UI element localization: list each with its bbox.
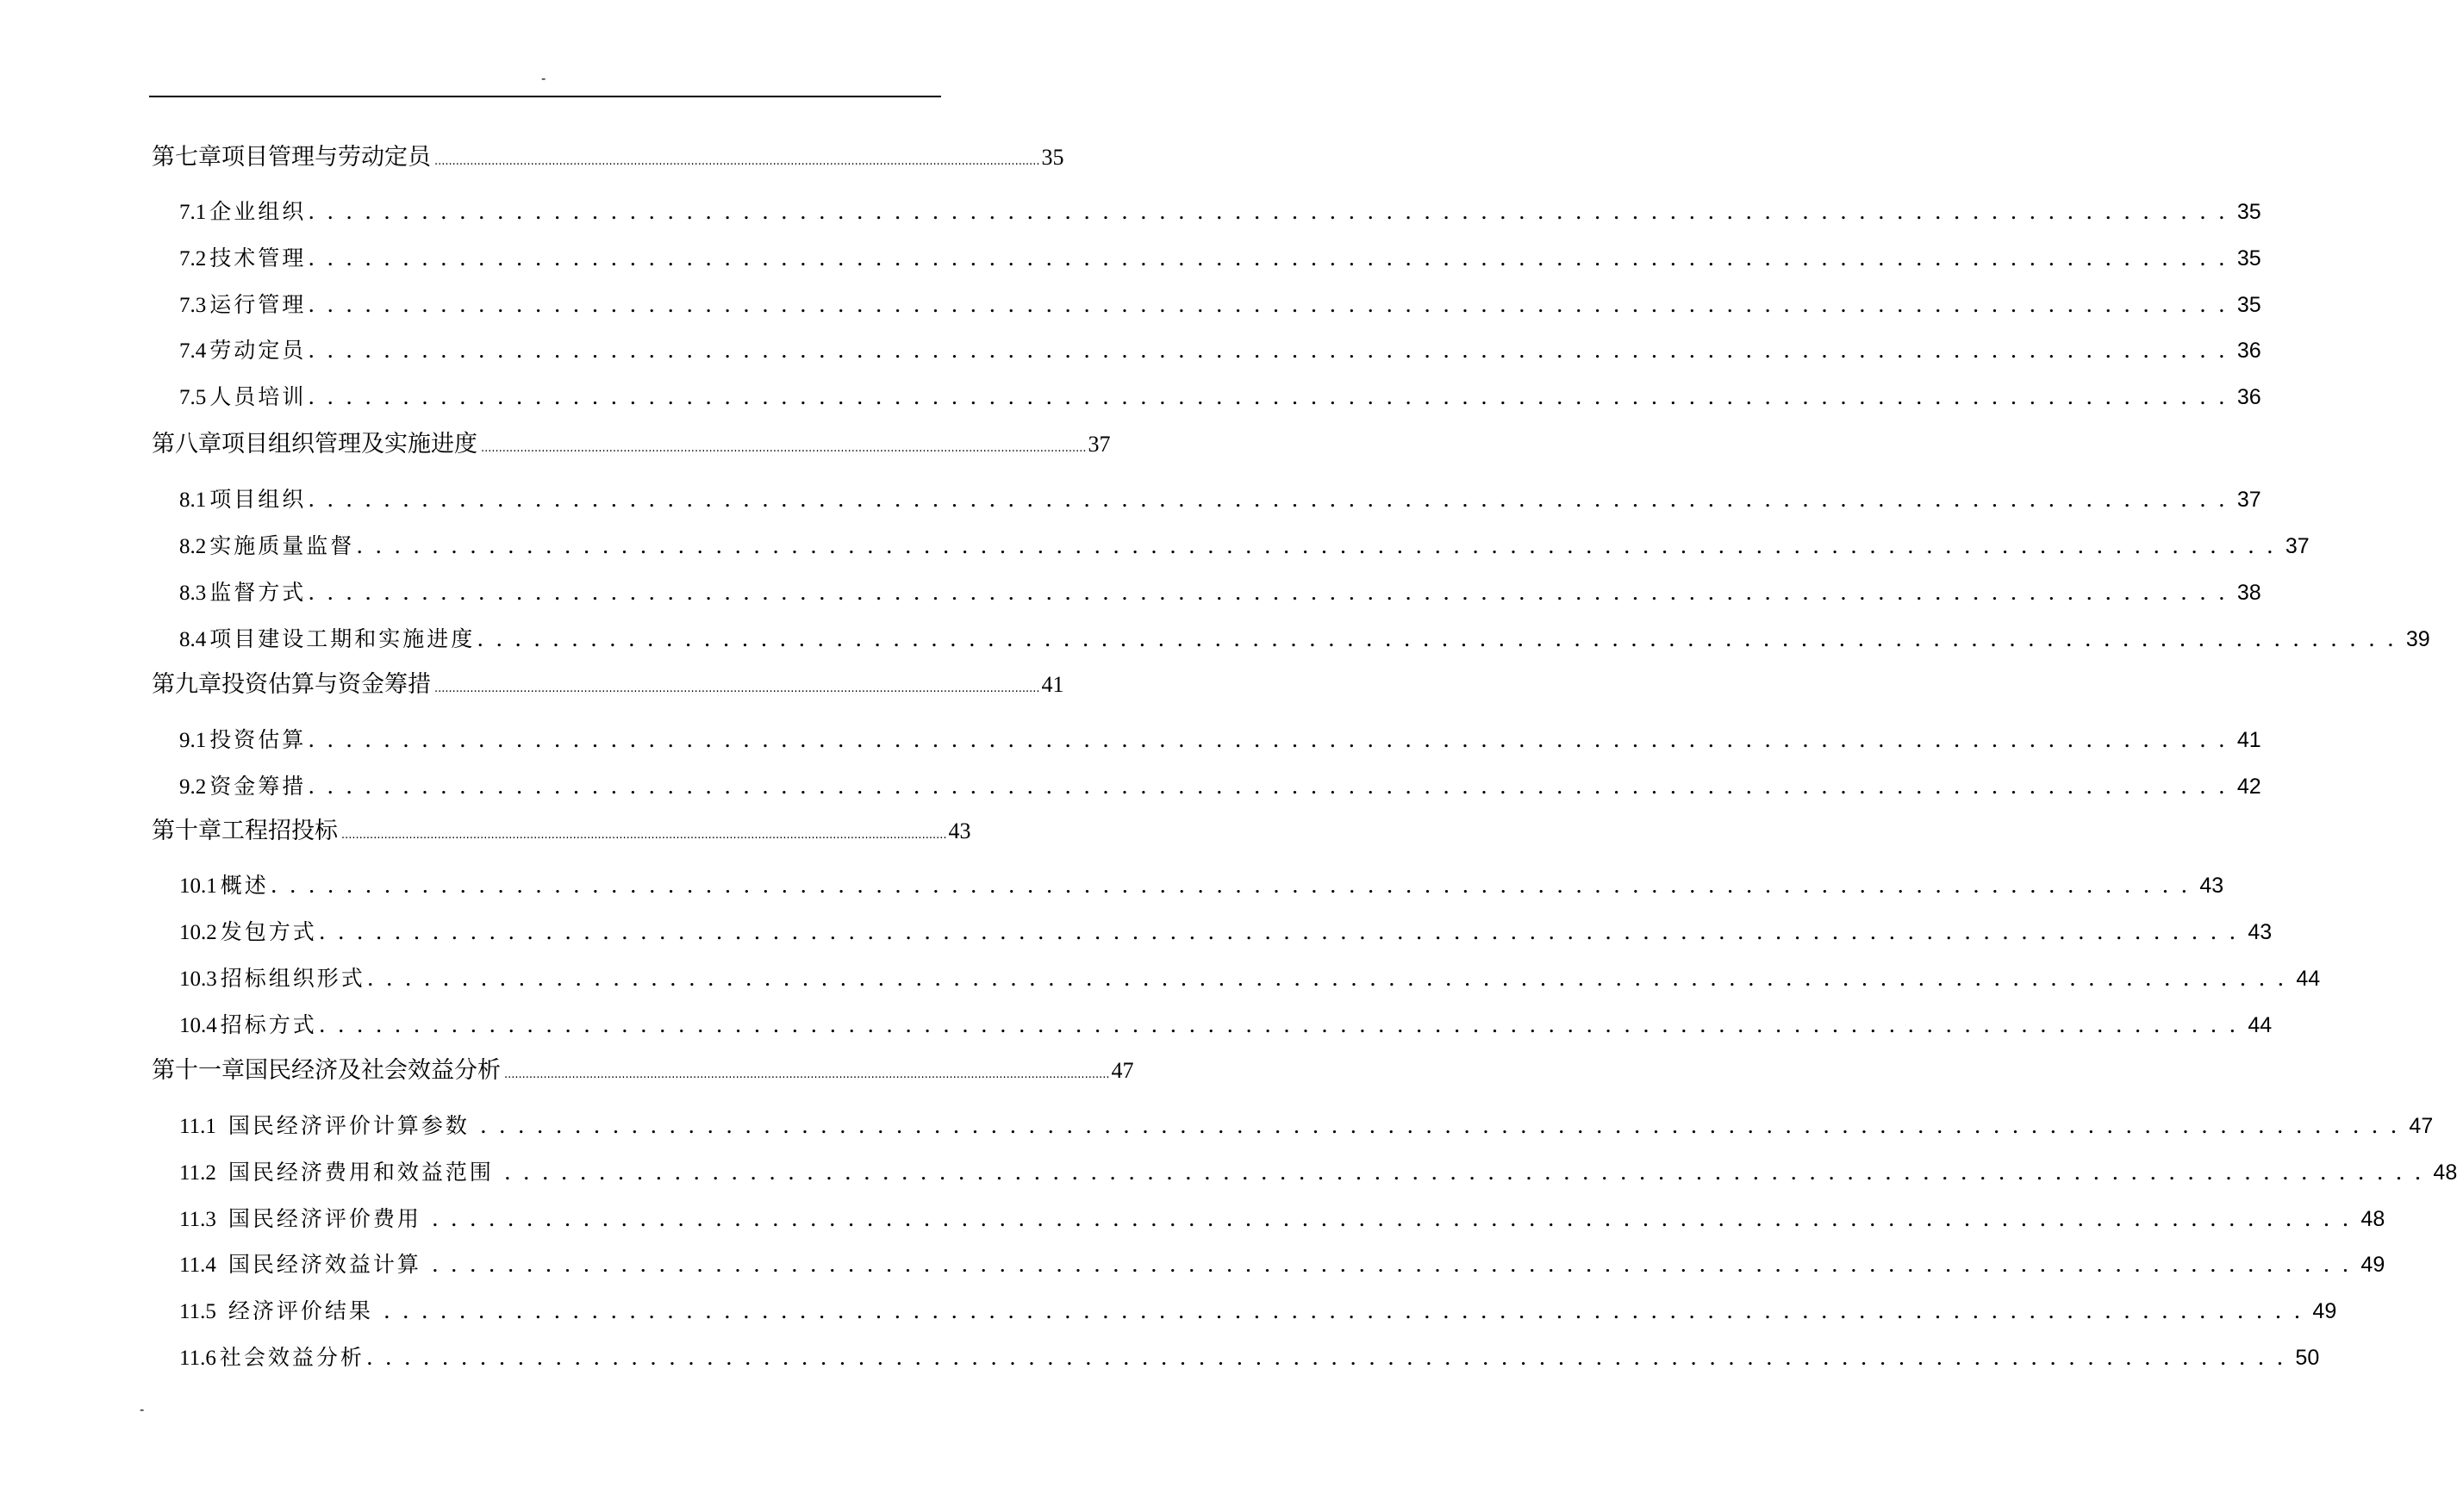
toc-chapter-number: 第七章 <box>152 144 221 171</box>
toc-chapter-title: 国民经济及社会效益分析 <box>245 1057 501 1084</box>
toc-section-entry[interactable] <box>179 723 2261 754</box>
toc-section-number: 10.1 <box>179 874 217 898</box>
toc-section-entry[interactable] <box>179 529 2310 560</box>
toc-dot-leader: ...................................................................................................... <box>308 292 2237 317</box>
toc-section-number: 11.6 <box>179 1347 216 1370</box>
toc-section-number: 11.1 <box>179 1115 216 1138</box>
toc-dot-leader: .......................................................................................................................................................................... <box>434 682 1040 695</box>
toc-chapter-number: 第十一章 <box>152 1057 245 1084</box>
toc-page-number: 35 <box>2236 293 2261 317</box>
toc-dot-leader: ...................................................................................................... <box>318 1012 2248 1037</box>
toc-page-number: 37 <box>2236 488 2261 512</box>
toc-section-entry[interactable] <box>179 576 2261 607</box>
toc-section-entry[interactable] <box>179 1109 2434 1140</box>
toc-chapter-number: 第十章 <box>152 818 221 844</box>
header-rule <box>149 96 941 97</box>
toc-section-title: 招标组织形式 <box>220 966 365 991</box>
toc-section-number: 11.4 <box>179 1254 216 1277</box>
toc-dot-leader: ...................................................................................................... <box>308 199 2237 224</box>
toc-chapter-entry[interactable] <box>152 665 1064 699</box>
toc-chapter-number: 第九章 <box>152 671 221 698</box>
toc-section-title: 企业组织 <box>209 199 307 224</box>
toc-dot-leader: ...................................................................................................... <box>356 533 2286 558</box>
toc-section-entry[interactable] <box>179 622 2430 653</box>
toc-section-title: 运行管理 <box>209 292 307 317</box>
toc-section-number: 8.3 <box>179 582 207 605</box>
toc-dot-leader: ...................................................................................................... <box>308 774 2237 799</box>
toc-page-number: 42 <box>2236 775 2261 799</box>
toc-page-number: 49 <box>2360 1253 2385 1277</box>
toc-page-number: 38 <box>2236 581 2261 605</box>
toc-section-number: 7.5 <box>179 386 207 409</box>
toc-section-number: 10.3 <box>179 968 217 991</box>
toc-section-number: 11.3 <box>179 1208 216 1231</box>
toc-section-entry[interactable] <box>179 915 2273 946</box>
toc-section-entry[interactable] <box>179 769 2261 800</box>
toc-page-number: 44 <box>2248 1013 2273 1037</box>
toc-chapter-title: 项目管理与劳动定员 <box>221 144 431 171</box>
toc-page-number: 43 <box>2199 874 2224 898</box>
toc-page-number: 41 <box>2236 728 2261 752</box>
toc-dot-leader: ...................................................................................................... <box>308 727 2237 752</box>
toc-section-title: 招标方式 <box>220 1012 317 1037</box>
toc-section-number: 10.4 <box>179 1014 217 1037</box>
toc-section-title: 技术管理 <box>209 246 307 271</box>
toc-section-number: 8.4 <box>179 628 207 651</box>
toc-section-entry[interactable] <box>179 333 2261 364</box>
toc-section-number: 8.2 <box>179 535 207 558</box>
toc-section-number: 11.5 <box>179 1300 216 1323</box>
toc-dot-leader: ...................................................................................................... <box>431 1252 2361 1277</box>
toc-section-title: 国民经济费用和效益范围 <box>228 1160 494 1185</box>
toc-section-entry[interactable] <box>179 1008 2273 1039</box>
toc-dot-leader: ...................................................................................................... <box>477 626 2406 651</box>
toc-section-title: 资金筹措 <box>209 774 307 799</box>
toc-section-number: 9.1 <box>179 729 207 752</box>
toc-section-title: 国民经济评价计算参数 <box>228 1113 470 1138</box>
toc-dot-leader: ...................................................................................................... <box>308 384 2237 409</box>
toc-page-number: 35 <box>1041 145 1064 170</box>
toc-page-number: 35 <box>2236 200 2261 224</box>
toc-page-number: 37 <box>1088 432 1111 457</box>
toc-page-number: 49 <box>2312 1299 2337 1323</box>
toc-chapter-title: 项目组织管理及实施进度 <box>221 431 477 457</box>
toc-section-entry[interactable] <box>179 1202 2385 1233</box>
toc-section-entry[interactable] <box>179 1155 2457 1186</box>
toc-dot-leader: ...................................................................................................... <box>503 1160 2434 1185</box>
toc-section-title: 实施质量监督 <box>209 533 355 558</box>
toc-dot-leader: .......................................................................................................................................................................... <box>504 1068 1110 1081</box>
toc-section-title: 国民经济评价费用 <box>228 1206 421 1231</box>
toc-section-title: 劳动定员 <box>209 338 307 363</box>
toc-section-entry[interactable] <box>179 241 2261 272</box>
toc-section-number: 8.1 <box>179 488 207 512</box>
toc-section-entry[interactable] <box>179 195 2261 226</box>
toc-section-number: 11.2 <box>179 1161 216 1185</box>
toc-section-number: 7.2 <box>179 247 207 271</box>
toc-dot-leader: ...................................................................................................... <box>366 966 2297 991</box>
toc-page-number: 48 <box>2433 1160 2457 1185</box>
toc-page-number: 47 <box>2409 1114 2434 1138</box>
toc-chapter-title: 投资估算与资金筹措 <box>221 671 431 698</box>
toc-section-entry[interactable] <box>179 868 2224 899</box>
toc-page-number: 36 <box>2236 339 2261 363</box>
toc-dot-leader: ...................................................................................................... <box>308 246 2237 271</box>
toc-section-number: 7.4 <box>179 339 207 363</box>
toc-dot-leader: ...................................................................................................... <box>365 1345 2296 1370</box>
toc-section-title: 经济评价结果 <box>228 1298 373 1323</box>
toc-dot-leader: ...................................................................................................... <box>431 1206 2361 1231</box>
toc-section-title: 项目组织 <box>209 487 307 512</box>
toc-dot-leader: ...................................................................................................... <box>270 873 2200 898</box>
toc-section-entry[interactable] <box>179 380 2261 411</box>
toc-section-title: 投资估算 <box>209 727 307 752</box>
toc-dot-leader: .......................................................................................................................................................................... <box>341 829 947 842</box>
toc-section-title: 社会效益分析 <box>219 1345 365 1370</box>
toc-page-number: 48 <box>2360 1207 2385 1231</box>
toc-section-title: 概述 <box>220 873 269 898</box>
toc-section-number: 7.1 <box>179 201 207 224</box>
toc-page-number: 35 <box>2236 246 2261 271</box>
toc-dot-leader: ...................................................................................................... <box>318 919 2248 944</box>
toc-dot-leader: ...................................................................................................... <box>383 1298 2313 1323</box>
toc-section-number: 9.2 <box>179 775 207 799</box>
toc-section-title: 国民经济效益计算 <box>228 1252 421 1277</box>
toc-page-number: 37 <box>2285 534 2310 558</box>
toc-chapter-entry[interactable] <box>152 1051 1134 1085</box>
toc-section-title: 监督方式 <box>209 580 307 605</box>
toc-section-entry[interactable] <box>179 961 2321 992</box>
toc-dot-leader: ...................................................................................................... <box>308 338 2237 363</box>
toc-page-number: 43 <box>948 818 971 843</box>
page-footer-mark: - <box>140 1403 145 1417</box>
page-header-mark: - <box>541 72 546 86</box>
toc-dot-leader: .......................................................................................................................................................................... <box>434 155 1040 168</box>
toc-chapter-entry[interactable] <box>152 138 1064 171</box>
toc-page-number: 47 <box>1111 1058 1134 1083</box>
toc-dot-leader: ...................................................................................................... <box>308 580 2237 605</box>
toc-chapter-title: 工程招投标 <box>221 818 338 844</box>
toc-chapter-entry[interactable] <box>152 812 971 845</box>
toc-page-number: 36 <box>2236 385 2261 409</box>
toc-section-title: 项目建设工期和实施进度 <box>209 626 476 651</box>
toc-dot-leader: .......................................................................................................................................................................... <box>481 442 1087 455</box>
toc-section-entry[interactable] <box>179 288 2261 319</box>
toc-dot-leader: ...................................................................................................... <box>479 1113 2410 1138</box>
toc-section-title: 人员培训 <box>209 384 307 409</box>
toc-page-number: 44 <box>2296 967 2321 991</box>
toc-section-entry[interactable] <box>179 1294 2337 1325</box>
toc-page-number: 50 <box>2295 1346 2320 1370</box>
toc-section-title: 发包方式 <box>220 919 317 944</box>
toc-section-entry[interactable] <box>179 1248 2385 1279</box>
toc-section-number: 7.3 <box>179 294 207 317</box>
toc-chapter-number: 第八章 <box>152 431 221 457</box>
toc-dot-leader: ...................................................................................................... <box>308 487 2237 512</box>
toc-section-entry[interactable] <box>179 1341 2320 1372</box>
toc-page-number: 39 <box>2405 627 2430 651</box>
toc-section-entry[interactable] <box>179 482 2261 513</box>
toc-page-number: 41 <box>1041 672 1064 697</box>
toc-page-number: 43 <box>2248 920 2273 944</box>
toc-chapter-entry[interactable] <box>152 425 1111 458</box>
toc-section-number: 10.2 <box>179 921 217 944</box>
